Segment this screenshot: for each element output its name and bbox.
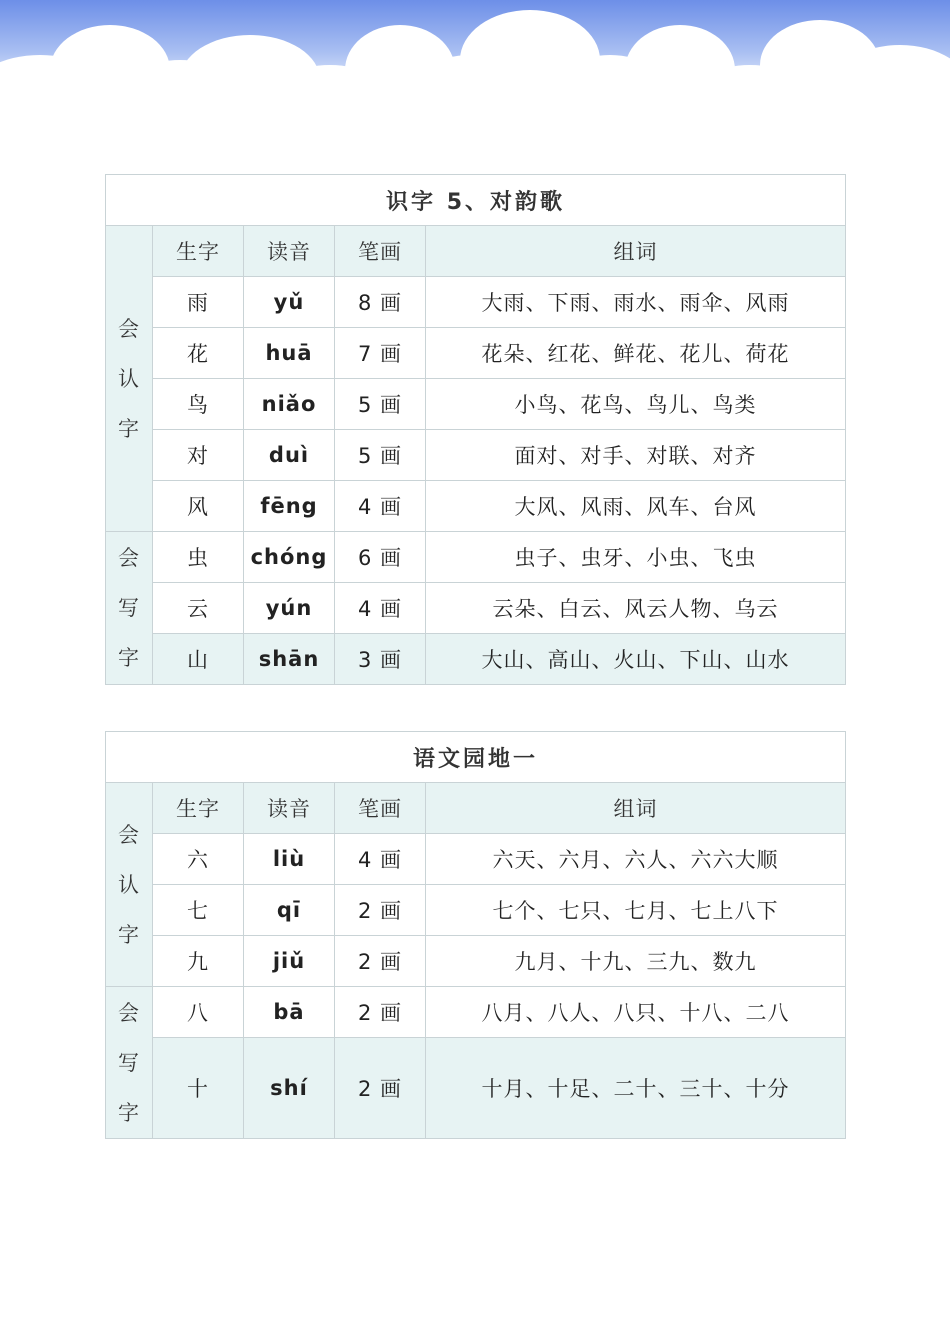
table-row [106,936,846,987]
pinyin-cell: yǔ [244,277,335,328]
words-cell: 六天、六月、六人、六六大顺 [426,834,846,885]
char-cell: 雨 [153,277,244,328]
table-row [106,987,846,1038]
category-char: 认 [118,872,140,897]
char-cell: 虫 [153,532,244,583]
header-char: 生字 [153,783,244,834]
char-cell: 花 [153,328,244,379]
pinyin-cell: duì [244,430,335,481]
strokes-cell: 6 画 [335,532,426,583]
header-strokes: 笔画 [335,783,426,834]
pinyin-cell: shān [244,634,335,685]
char-cell: 对 [153,430,244,481]
table-row [106,481,846,532]
pinyin-cell: huā [244,328,335,379]
header-strokes: 笔画 [335,226,426,277]
char-cell: 九 [153,936,244,987]
table-title: 识字 5、对韵歌 [106,175,846,226]
header-char: 生字 [153,226,244,277]
char-cell: 云 [153,583,244,634]
strokes-cell: 3 画 [335,634,426,685]
pinyin-cell: bā [244,987,335,1038]
category-char: 写 [118,1050,140,1075]
header-words: 组词 [426,783,846,834]
category-char: 会 [118,546,140,570]
cloud-decoration [0,0,950,130]
char-cell: 六 [153,834,244,885]
pinyin-cell: yún [244,583,335,634]
words-cell: 云朵、白云、风云人物、乌云 [426,583,846,634]
pinyin-cell: fēng [244,481,335,532]
words-cell: 八月、八人、八只、十八、二八 [426,987,846,1038]
category-char: 写 [118,596,140,620]
words-cell: 九月、十九、三九、数九 [426,936,846,987]
category-label [106,226,153,532]
char-cell: 鸟 [153,379,244,430]
table-row [106,1038,846,1139]
char-cell: 八 [153,987,244,1038]
char-cell: 十 [153,1038,244,1139]
strokes-cell: 5 画 [335,430,426,481]
category-char: 会 [118,1000,140,1025]
category-char: 会 [118,822,140,847]
words-cell: 虫子、虫牙、小虫、飞虫 [426,532,846,583]
words-cell: 十月、十足、二十、三十、十分 [426,1038,846,1139]
category-char: 字 [118,922,140,947]
pinyin-cell: niǎo [244,379,335,430]
strokes-cell: 4 画 [335,834,426,885]
pinyin-cell: chóng [244,532,335,583]
strokes-cell: 5 画 [335,379,426,430]
words-cell: 花朵、红花、鲜花、花儿、荷花 [426,328,846,379]
strokes-cell: 8 画 [335,277,426,328]
header-pinyin: 读音 [244,783,335,834]
words-cell: 大山、高山、火山、下山、山水 [426,634,846,685]
category-label [106,987,153,1139]
table-row [106,885,846,936]
table-row [106,430,846,481]
category-char: 字 [118,646,140,670]
category-char: 字 [118,1100,140,1125]
header-pinyin: 读音 [244,226,335,277]
table-dui-yun-ge [105,174,846,685]
words-cell: 小鸟、花鸟、鸟儿、鸟类 [426,379,846,430]
strokes-cell: 2 画 [335,1038,426,1139]
table-yu-wen-yuan-di [105,731,846,1139]
pinyin-cell: shí [244,1038,335,1139]
table-row [106,379,846,430]
category-char: 认 [118,366,140,391]
category-label [106,783,153,987]
table-row [106,532,846,583]
strokes-cell: 2 画 [335,885,426,936]
category-char: 字 [118,416,140,441]
header-words: 组词 [426,226,846,277]
strokes-cell: 7 画 [335,328,426,379]
words-cell: 大雨、下雨、雨水、雨伞、风雨 [426,277,846,328]
table-title: 语文园地一 [106,732,846,783]
pinyin-cell: qī [244,885,335,936]
table-row [106,634,846,685]
pinyin-cell: jiǔ [244,936,335,987]
strokes-cell: 4 画 [335,481,426,532]
table-row [106,328,846,379]
table-row [106,277,846,328]
char-cell: 风 [153,481,244,532]
words-cell: 七个、七只、七月、七上八下 [426,885,846,936]
strokes-cell: 2 画 [335,936,426,987]
category-char: 会 [118,316,140,341]
strokes-cell: 4 画 [335,583,426,634]
category-label [106,532,153,685]
char-cell: 七 [153,885,244,936]
sky-cloud-banner [0,0,950,130]
table-row [106,583,846,634]
words-cell: 大风、风雨、风车、台风 [426,481,846,532]
char-cell: 山 [153,634,244,685]
words-cell: 面对、对手、对联、对齐 [426,430,846,481]
table-row [106,834,846,885]
pinyin-cell: liù [244,834,335,885]
strokes-cell: 2 画 [335,987,426,1038]
